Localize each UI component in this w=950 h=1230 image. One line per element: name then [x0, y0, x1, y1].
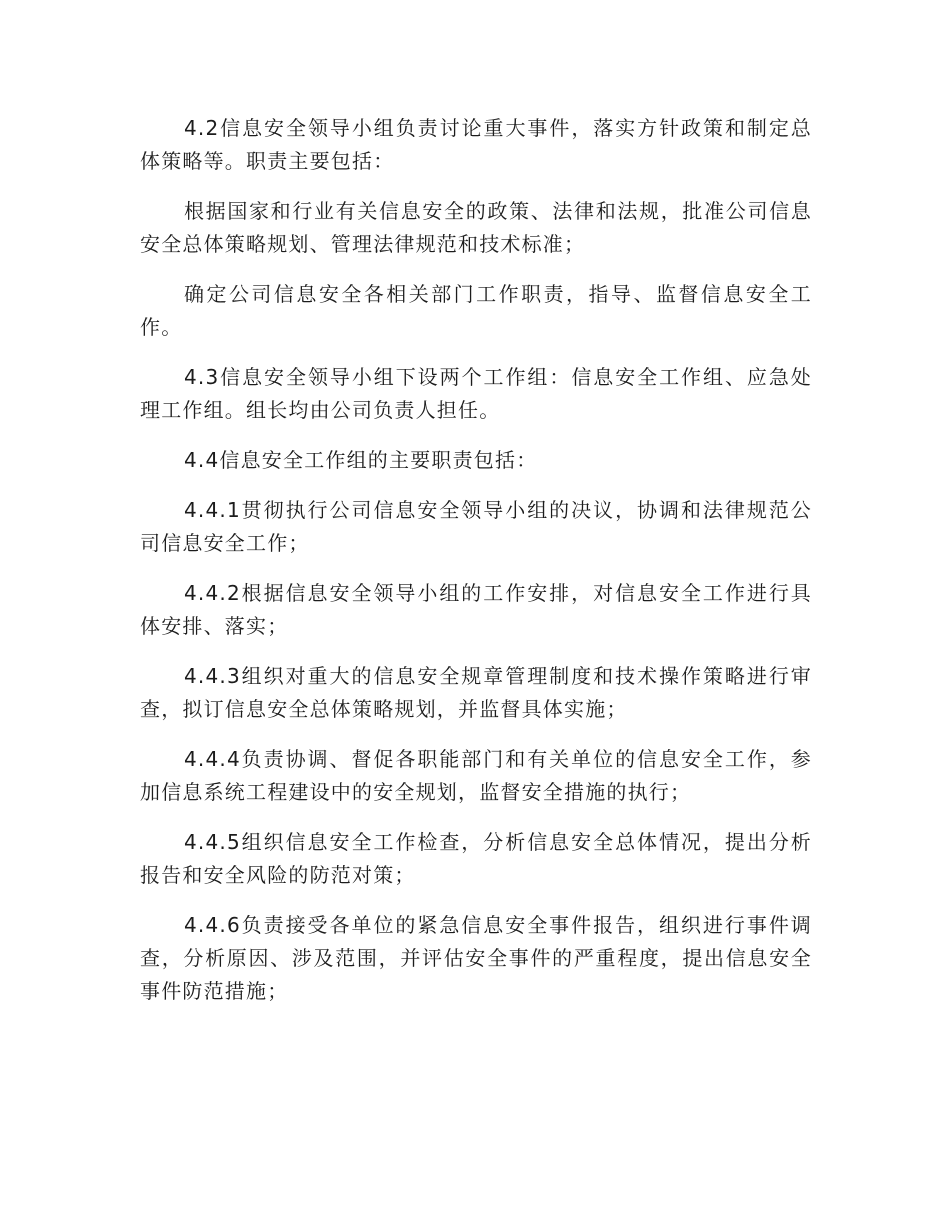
paragraph-4-4-2: 4.4.2根据信息安全领导小组的工作安排，对信息安全工作进行具体安排、落实； — [140, 581, 812, 638]
paragraph-4-4-5: 4.4.5组织信息安全工作检查，分析信息安全总体情况，提出分析报告和安全风险的防范对策； — [140, 830, 812, 887]
paragraph-define-duties: 确定公司信息安全各相关部门工作职责，指导、监督信息安全工作。 — [140, 282, 812, 339]
paragraph-4-4-3: 4.4.3组织对重大的信息安全规章管理制度和技术操作策略进行审查，拟订信息安全总体策略规划，并监督具体实施； — [140, 664, 812, 721]
paragraph-4-2: 4.2信息安全领导小组负责讨论重大事件，落实方针政策和制定总体策略等。职责主要包括： — [140, 116, 812, 173]
paragraph-4-4-1: 4.4.1贯彻执行公司信息安全领导小组的决议，协调和法律规范公司信息安全工作； — [140, 498, 812, 555]
paragraph-approve-strategy: 根据国家和行业有关信息安全的政策、法律和法规，批准公司信息安全总体策略规划、管理法律规范和技术标准； — [140, 199, 812, 256]
paragraph-4-3: 4.3信息安全领导小组下设两个工作组：信息安全工作组、应急处理工作组。组长均由公司负责人担任。 — [140, 365, 812, 422]
document-page — [140, 112, 812, 1025]
paragraph-4-4-4: 4.4.4负责协调、督促各职能部门和有关单位的信息安全工作，参加信息系统工程建设中的安全规划，监督安全措施的执行； — [140, 747, 812, 804]
paragraph-4-4: 4.4信息安全工作组的主要职责包括： — [184, 448, 538, 472]
paragraph-4-4-6: 4.4.6负责接受各单位的紧急信息安全事件报告，组织进行事件调查，分析原因、涉及范围，并评估安全事件的严重程度，提出信息安全事件防范措施； — [140, 913, 812, 1003]
